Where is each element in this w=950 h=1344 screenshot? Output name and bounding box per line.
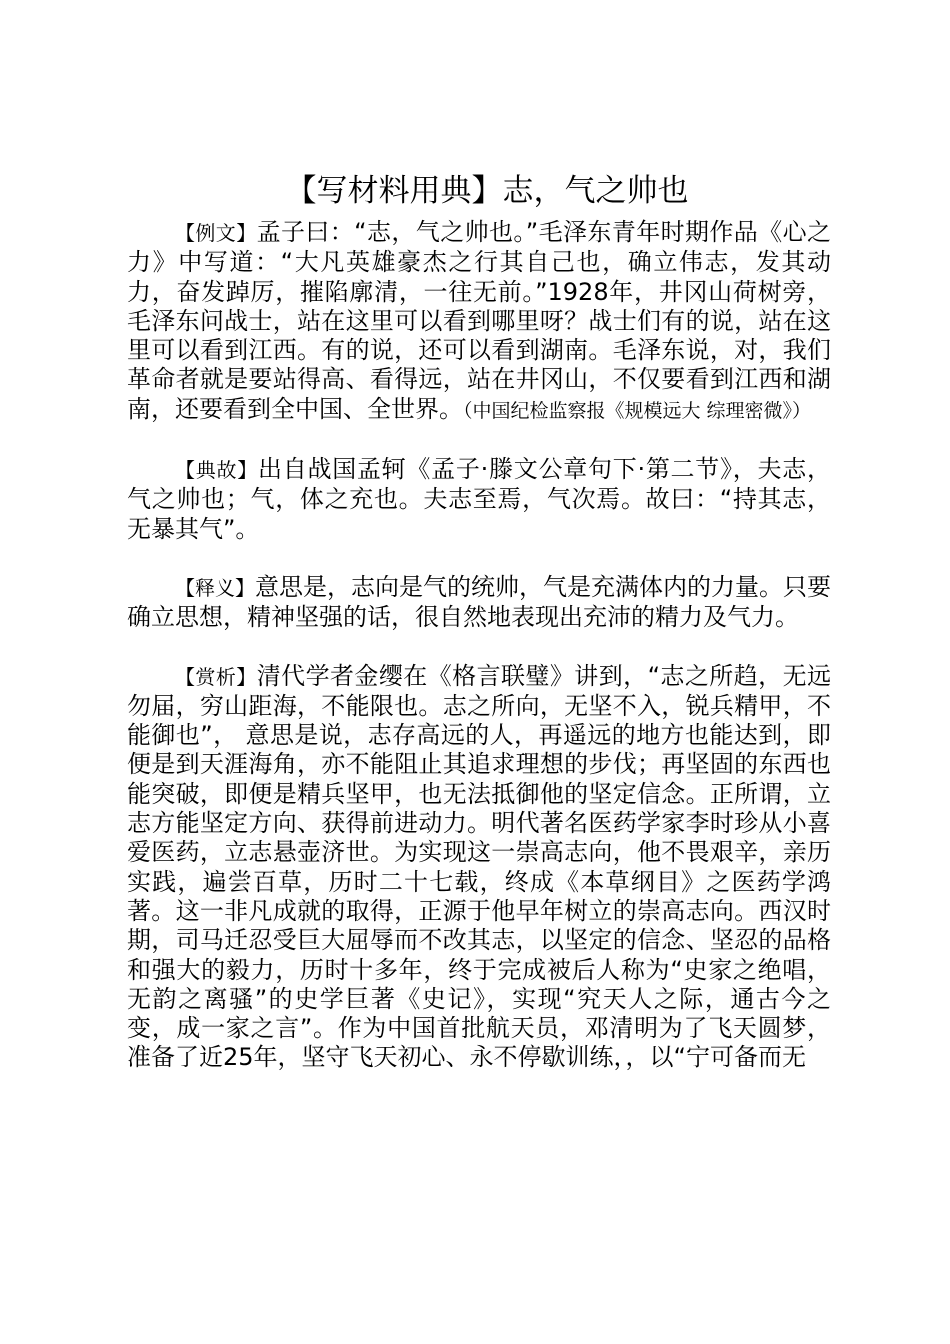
allusion-paragraph xyxy=(127,455,831,544)
document-page xyxy=(127,168,831,1102)
section-label-meaning: 【释义】 xyxy=(175,575,255,600)
example-paragraph xyxy=(127,218,831,426)
analysis-paragraph xyxy=(127,662,831,1073)
section-label-analysis: 【赏析】 xyxy=(175,664,257,689)
analysis-text: 清代学者金缨在《格言联璧》讲到，“志之所趋，无远勿届，穷山距海，不能限也。志之所向，无坚不入，锐兵精甲，不能御也”， 意思是说，志存高远的人，再遥远的地方也能达到，即便是到天涯海角，亦不能阻止其追求理想的步伐；再坚固的东西也能突破，即便是精兵坚甲，也无法抵御他的坚定信念。正所谓，立志方能坚定方向、获得前进动力。明代著名医药学家李时珍从小喜爱医药，立志悬壶济世。为实现这一崇高志向，他不畏艰辛，亲历实践，遍尝百草，历时二十七载，终成《本草纲目》之医药学鸿著。这一非凡成就的取得，正源于他早年树立的崇高志向。西汉时期，司马迁忍受巨大屈辱而不改其志，以坚定的信念、坚忍的品格和强大的毅力，历时十多年，终于完成被后人称为“史家之绝唱，无韵之离骚”的史学巨著《史记》，实现“究天人之际，通古今之变，成一家之言”。作为中国首批航天员，邓清明为了飞天圆梦，准备了近25年，坚守飞天初心、永不停歇训练，，以“宁可备而无 xyxy=(127,661,832,1072)
example-citation: （中国纪检监察报《规模远大 综理密微》） xyxy=(463,399,812,422)
allusion-text: 出自战国孟轲《孟子·滕文公章句下·第二节》，夫志，气之帅也；气，体之充也。夫志至焉，气次焉。故曰：“持其志，无暴其气”。 xyxy=(127,455,831,543)
example-text: 孟子曰：“志，气之帅也。”毛泽东青年时期作品《心之力》中写道：“大凡英雄豪杰之行其自己也，确立伟志，发其动力，奋发踔厉，摧陷廓清，一往无前。”1928年，井冈山荷树旁，毛泽东问战士，站在这里可以看到哪里呀？战士们有的说，站在这里可以看到江西。有的说，还可以看到湖南。毛泽东说，对，我们革命者就是要站得高、看得远，站在井冈山，不仅要看到江西和湖南，还要看到全中国、全世界。 xyxy=(127,218,831,423)
section-label-allusion: 【典故】 xyxy=(175,458,258,483)
document-title: 【写材料用典】志，气之帅也 xyxy=(285,173,689,209)
section-label-example: 【例文】 xyxy=(175,221,257,245)
meaning-text: 意思是，志向是气的统帅，气是充满体内的力量。只要确立思想，精神坚强的话，很自然地表现出充沛的精力及气力。 xyxy=(127,572,831,632)
meaning-paragraph xyxy=(127,573,831,633)
